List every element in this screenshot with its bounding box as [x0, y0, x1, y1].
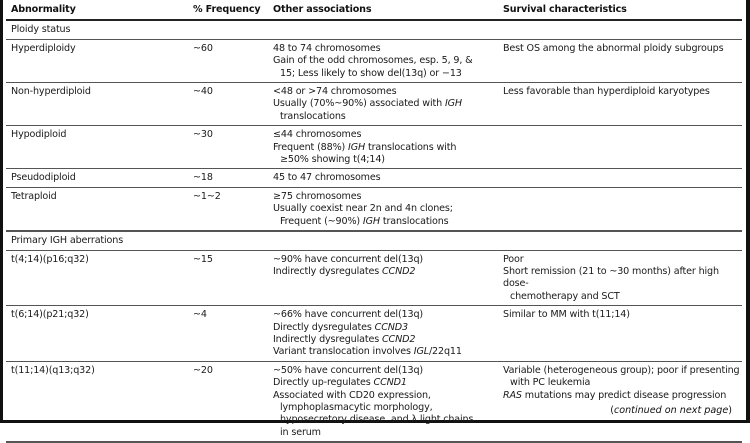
- cell-line: ≥75 chromosomes: [273, 190, 362, 202]
- cell-line: Poor: [503, 253, 524, 265]
- cytogenetics-table: [6, 0, 742, 443]
- cell-frequency: ~30: [188, 126, 268, 169]
- continued-note: (continued on next page): [610, 405, 732, 416]
- cell-frequency: ~15: [188, 250, 268, 306]
- cell-abnormality: Hypodiploid: [6, 126, 188, 169]
- cell-line: Similar to MM with t(11;14): [503, 309, 630, 321]
- cell-abnormality: Non-hyperdiploid: [6, 83, 188, 126]
- gene-name: CCND1: [373, 377, 407, 389]
- cell-frequency: ~18: [188, 169, 268, 187]
- cell-associations: [268, 169, 498, 187]
- gene-name: IGL: [413, 346, 429, 358]
- cell-frequency: ~1~2: [188, 187, 268, 231]
- table-header-row: [6, 0, 742, 20]
- section-row: [6, 20, 742, 39]
- cell-line: ~50% have concurrent del(13q): [273, 364, 423, 376]
- cell-line: Indirectly dysregulates CCND2: [273, 333, 416, 345]
- table-row: [6, 83, 742, 126]
- table-row: [6, 39, 742, 82]
- gene-name: CCND3: [374, 321, 408, 333]
- cell-associations: [268, 250, 498, 306]
- cell-line: ~90% have concurrent del(13q): [273, 253, 423, 265]
- gene-name: RAS: [503, 389, 522, 401]
- cell-line: Usually coexist near 2n and 4n clones;: [273, 203, 453, 215]
- cell-abnormality: t(6;14)(p21;q32): [6, 306, 188, 362]
- cell-associations: [268, 126, 498, 169]
- cell-line: Associated with CD20 expression,: [273, 389, 431, 401]
- section-row: [6, 231, 742, 250]
- cell-line: RAS mutations may predict disease progression: [503, 389, 727, 401]
- cell-associations: [268, 361, 498, 442]
- cell-frequency: ~60: [188, 39, 268, 82]
- cell-line: hyposecretory disease, and λ light chains: [280, 414, 474, 426]
- cell-line: Frequent (~90%) IGH translocations: [280, 215, 449, 227]
- cell-frequency: ~20: [188, 361, 268, 442]
- cell-line: Less favorable than hyperdiploid karyotypes: [503, 86, 710, 98]
- table-row: [6, 306, 742, 362]
- header-survival: Survival characteristics: [498, 0, 742, 20]
- cell-line: ~66% have concurrent del(13q): [273, 309, 423, 321]
- gene-name: IGH: [362, 215, 380, 227]
- cell-line: Directly up-regulates CCND1: [273, 377, 407, 389]
- cell-associations: [268, 306, 498, 362]
- gene-name: IGH: [444, 98, 462, 110]
- cell-line: with PC leukemia: [510, 377, 591, 389]
- cell-associations: [268, 83, 498, 126]
- cell-survival: [498, 169, 742, 187]
- cell-survival: [498, 361, 742, 442]
- table-row: [6, 250, 742, 306]
- cell-line: <48 or >74 chromosomes: [273, 86, 397, 98]
- cell-survival: [498, 126, 742, 169]
- cell-frequency: ~40: [188, 83, 268, 126]
- table-row: [6, 169, 742, 187]
- cell-survival: [498, 39, 742, 82]
- table-row: [6, 361, 742, 442]
- cell-line: lymphoplasmacytic morphology,: [280, 401, 433, 413]
- cell-associations: [268, 39, 498, 82]
- cell-line: ≥50% showing t(4;14): [280, 154, 385, 166]
- cell-line: Short remission (21 to ~30 months) after high dose-: [503, 265, 719, 290]
- header-frequency: % Frequency: [188, 0, 268, 20]
- cell-line: 15; Less likely to show del(13q) or −13: [280, 67, 462, 79]
- table-row: [6, 187, 742, 231]
- cell-line: Variable (heterogeneous group); poor if presenting: [503, 364, 740, 376]
- cell-line: Directly dysregulates CCND3: [273, 321, 408, 333]
- cell-line: 45 to 47 chromosomes: [273, 172, 381, 184]
- cell-line: chemotherapy and SCT: [510, 290, 620, 302]
- cell-line: Variant translocation involves IGL/22q11: [273, 346, 462, 358]
- cell-abnormality: t(11;14)(q13;q32): [6, 361, 188, 442]
- cell-survival: [498, 306, 742, 362]
- cell-survival: [498, 83, 742, 126]
- cell-line: Frequent (88%) IGH translocations with: [273, 141, 457, 153]
- continued-note-text: continued on next page: [613, 405, 729, 416]
- cell-survival: [498, 250, 742, 306]
- cell-abnormality: t(4;14)(p16;q32): [6, 250, 188, 306]
- section-title: Primary IGH aberrations: [6, 231, 742, 250]
- cell-associations: [268, 187, 498, 231]
- header-abnormality: Abnormality: [6, 0, 188, 20]
- gene-name: CCND2: [381, 265, 416, 277]
- cell-line: Indirectly dysregulates CCND2: [273, 265, 416, 277]
- cell-line: 48 to 74 chromosomes: [273, 42, 381, 54]
- table-body: [6, 20, 742, 442]
- cell-line: Gain of the odd chromosomes, esp. 5, 9, &: [273, 55, 473, 67]
- section-title: Ploidy status: [6, 20, 742, 39]
- cell-line: translocations: [280, 110, 346, 122]
- gene-name: CCND2: [381, 333, 416, 345]
- cell-frequency: ~4: [188, 306, 268, 362]
- cell-line: in serum: [280, 426, 321, 438]
- cell-abnormality: Hyperdiploidy: [6, 39, 188, 82]
- cell-line: Usually (70%~90%) associated with IGH: [273, 98, 462, 110]
- table-row: [6, 126, 742, 169]
- header-other-associations: Other associations: [268, 0, 498, 20]
- cell-survival: [498, 187, 742, 231]
- gene-name: IGH: [348, 141, 366, 153]
- cell-abnormality: Pseudodiploid: [6, 169, 188, 187]
- cell-line: Best OS among the abnormal ploidy subgroups: [503, 42, 724, 54]
- cell-abnormality: Tetraploid: [6, 187, 188, 231]
- cell-line: ≤44 chromosomes: [273, 129, 362, 141]
